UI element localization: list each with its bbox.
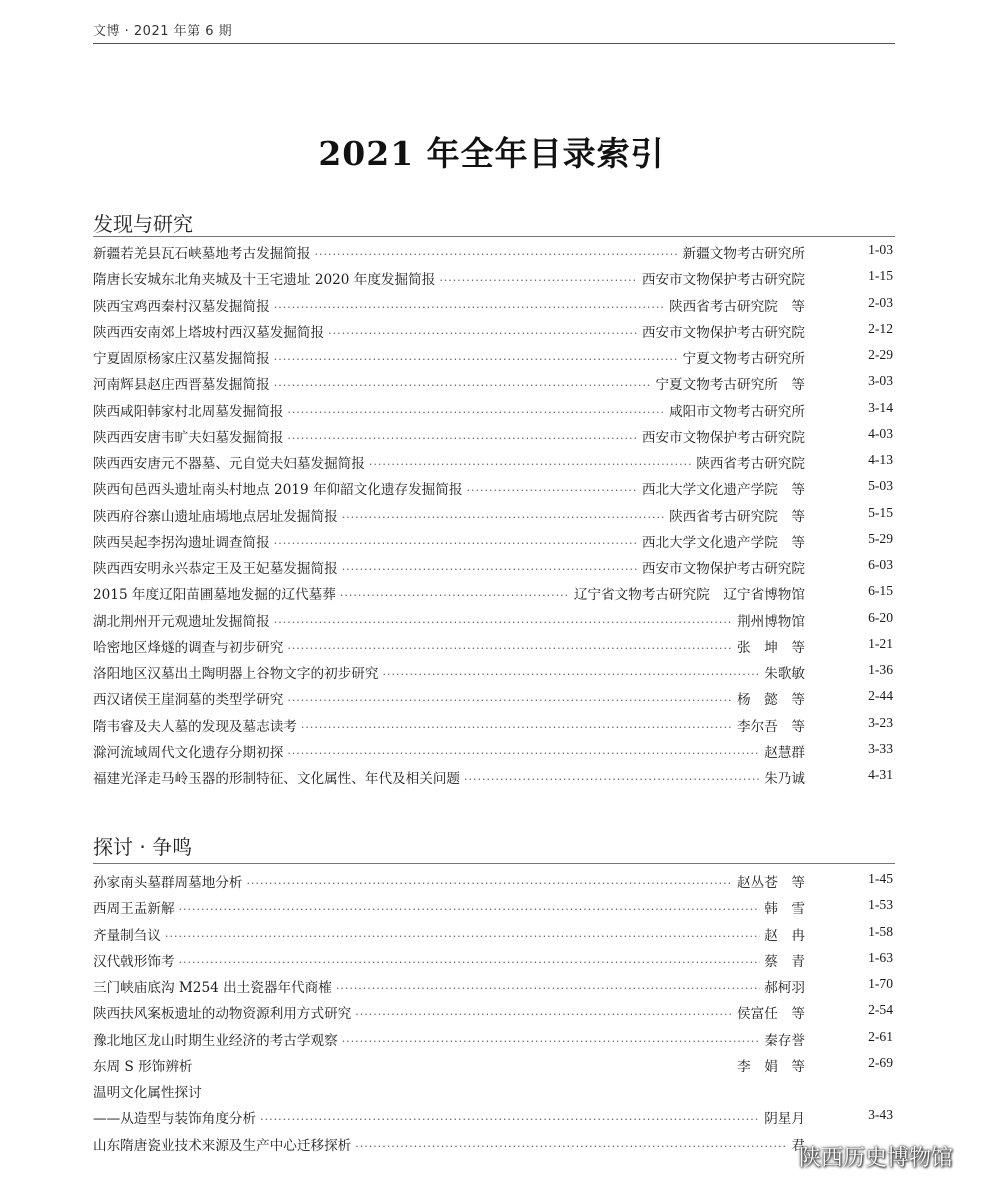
dot-leader <box>287 432 638 445</box>
entry-page: 3-33 <box>868 740 893 756</box>
entry-page: 3-03 <box>868 373 893 389</box>
entry-page: 6-15 <box>868 583 893 599</box>
entry-title: 汉代戟形饰考 <box>93 953 175 970</box>
entry-author: 西安市文物保护考古研究院 <box>641 324 805 341</box>
entry-page: 6-03 <box>868 557 893 572</box>
section-heading-discovery: 发现与研究 <box>93 212 193 236</box>
dot-leader <box>301 721 733 734</box>
entry-author: 西安市文物保护考古研究院 <box>641 272 805 289</box>
toc-entry <box>93 399 893 426</box>
dot-leader <box>274 353 679 366</box>
entry-title: 陕西西安南郊上塔坡村西汉墓发掘简报 <box>93 324 325 341</box>
entry-title: 陕西吴起李拐沟遗址调查简报 <box>93 534 270 551</box>
toc-entry <box>93 740 893 767</box>
toc-entry <box>93 1107 893 1133</box>
entry-page: 4-31 <box>868 767 893 782</box>
entry-title: 哈密地区烽燧的调查与初步研究 <box>93 639 284 656</box>
entry-author: 杨 懿 等 <box>737 692 805 709</box>
dot-leader <box>342 1035 761 1048</box>
entry-page: 1-21 <box>868 635 893 651</box>
entry-author: 郝柯羽 <box>764 980 805 996</box>
header-rule <box>93 43 895 44</box>
entry-page: 2-03 <box>868 294 893 310</box>
entry-author: 君 <box>791 1137 805 1154</box>
toc-entry <box>93 714 893 741</box>
toc-entry <box>93 1054 893 1081</box>
toc-entry <box>93 949 893 976</box>
dot-leader <box>179 903 761 916</box>
wechat-icon <box>771 1148 793 1166</box>
entry-page: 2-54 <box>868 1002 893 1018</box>
toc-entry <box>93 557 893 583</box>
entry-page: 3-43 <box>868 1107 893 1123</box>
toc-entry <box>93 688 893 714</box>
toc-entry <box>93 662 893 688</box>
entry-author: 韩 雪 <box>764 901 805 918</box>
entry-page: 6-20 <box>868 609 893 625</box>
entry-title: 陕西府谷寨山遗址庙墕地点居址发掘简报 <box>93 508 338 525</box>
entry-title: 齐量制刍议 <box>93 927 161 944</box>
entry-author: 西安市文物保护考古研究院 <box>641 429 805 446</box>
entry-author: 赵慧群 <box>764 744 805 761</box>
entry-title: 陕西西安唐韦旷夫妇墓发掘简报 <box>93 429 284 446</box>
dot-leader <box>287 694 733 707</box>
entry-title: 隋韦睿及夫人墓的发现及墓志读考 <box>93 718 297 735</box>
dot-leader <box>260 1113 760 1126</box>
toc-entry <box>93 504 893 531</box>
entry-title: 陕西西安唐元不器墓、元自觉夫妇墓发掘简报 <box>93 456 365 472</box>
entry-page: 1-45 <box>868 871 893 886</box>
entry-page: 5-29 <box>868 530 893 546</box>
dot-leader <box>274 301 665 314</box>
entry-title: 东周 S 形饰辨析 <box>93 1058 193 1075</box>
dot-leader <box>382 668 760 681</box>
entry-author: 陕西省考古研究院 <box>696 456 805 472</box>
entry-author: 侯富任 等 <box>737 1006 805 1023</box>
toc-entry <box>93 425 893 452</box>
entry-title: 陕西西安明永兴恭定王及王妃墓发掘简报 <box>93 561 338 577</box>
dot-leader <box>179 956 761 969</box>
entry-title: ——从造型与装饰角度分析 <box>93 1111 257 1128</box>
entry-author: 朱歌敏 <box>764 666 805 682</box>
toc-entry <box>93 635 893 662</box>
entry-page: 3-23 <box>868 714 893 730</box>
toc-entry <box>93 320 893 347</box>
watermark-text: 陕西历史博物馆 <box>798 1146 953 1171</box>
dot-leader <box>328 327 638 340</box>
toc-entry <box>93 871 893 897</box>
entry-page: 1-36 <box>868 662 893 677</box>
section-heading-discussion: 探讨 · 争鸣 <box>93 835 193 859</box>
dot-leader <box>287 406 665 419</box>
entry-title: 陕西咸阳韩家村北周墓发掘简报 <box>93 403 284 420</box>
toc-entry <box>93 347 893 373</box>
toc-entry <box>93 897 893 923</box>
toc-entry <box>93 242 893 268</box>
entry-page: 4-03 <box>868 425 893 441</box>
entry-author: 朱乃诚 <box>764 771 805 787</box>
toc-entry <box>93 767 893 793</box>
entry-author: 陕西省考古研究院 等 <box>669 298 805 315</box>
toc-entry <box>93 294 893 321</box>
toc-entry <box>93 609 893 636</box>
dot-leader <box>355 1008 733 1021</box>
entry-title: 新疆若羌县瓦石峡墓地考古发掘简报 <box>93 246 311 262</box>
entry-title: 滁河流域周代文化遗存分期初探 <box>93 744 284 761</box>
entry-author: 宁夏文物考古研究所 <box>682 351 805 367</box>
toc-entry <box>93 373 893 399</box>
entry-page: 2-29 <box>868 347 893 362</box>
section-rule <box>93 863 895 864</box>
dot-leader <box>340 589 570 602</box>
dot-leader <box>315 248 679 261</box>
entry-page: 1-03 <box>868 242 893 257</box>
entry-title: 2015 年度辽阳苗圃墓地发掘的辽代墓葬 <box>93 587 336 604</box>
entry-author: 西北大学文化遗产学院 等 <box>641 534 805 551</box>
dot-leader <box>274 379 652 392</box>
entry-title: 西周王盂新解 <box>93 901 175 918</box>
entry-author: 荆州博物馆 <box>737 613 805 630</box>
entry-title: 山东隋唐瓷业技术来源及生产中心迁移探析 <box>93 1137 352 1154</box>
entry-page: 4-13 <box>868 452 893 467</box>
entry-author: 宁夏文物考古研究所 等 <box>655 377 805 394</box>
entry-author: 李 娟 等 <box>737 1058 805 1075</box>
toc-entry <box>93 923 893 950</box>
dot-leader <box>342 563 638 576</box>
entry-title: 陕西旬邑西头遗址南头村地点 2019 年仰韶文化遗存发掘简报 <box>93 482 463 499</box>
entry-author: 蔡 青 <box>764 953 805 970</box>
watermark <box>771 1141 953 1172</box>
toc-entry <box>93 583 893 609</box>
entry-title: 隋唐长安城东北角夹城及十王宅遗址 2020 年度发掘简报 <box>93 272 436 289</box>
running-header: 文博 · 2021 年第 6 期 <box>93 24 233 39</box>
toc-entry <box>93 976 893 1002</box>
entry-title: 陕西扶风案板遗址的动物资源利用方式研究 <box>93 1006 352 1023</box>
entry-title: 陕西宝鸡西秦村汉墓发掘简报 <box>93 298 270 315</box>
entry-author: 西安市文物保护考古研究院 <box>641 561 805 577</box>
entry-page: 5-03 <box>868 478 893 494</box>
entry-title: 洛阳地区汉墓出土陶明器上谷物文字的初步研究 <box>93 666 379 682</box>
entry-author: 新疆文物考古研究所 <box>682 246 805 262</box>
dot-leader <box>336 982 760 995</box>
entry-page: 1-63 <box>868 949 893 965</box>
toc-entry <box>93 1081 805 1107</box>
entry-page: 1-15 <box>868 268 893 284</box>
section-rule <box>93 236 895 237</box>
entry-author: 辽宁省文物考古研究院 辽宁省博物馆 <box>573 587 805 604</box>
entry-title: 福建光泽走马岭玉器的形制特征、文化属性、年代及相关问题 <box>93 771 461 787</box>
toc-entry <box>93 1028 893 1055</box>
toc-entry <box>93 1002 893 1028</box>
entry-page: 2-61 <box>868 1028 893 1044</box>
toc-entry <box>93 1134 805 1160</box>
entry-title: 豫北地区龙山时期生业经济的考古学观察 <box>93 1032 338 1049</box>
entry-list-discussion <box>93 871 893 1160</box>
toc-entry <box>93 530 893 557</box>
entry-author: 张 坤 等 <box>737 639 805 656</box>
entry-author: 西北大学文化遗产学院 等 <box>641 482 805 499</box>
dot-leader <box>464 773 760 786</box>
toc-entry <box>93 452 893 478</box>
toc-entry <box>93 268 893 294</box>
entry-page: 2-69 <box>868 1054 893 1070</box>
entry-author: 李尔吾 等 <box>737 718 805 735</box>
entry-author: 陕西省考古研究院 等 <box>669 508 805 525</box>
dot-leader <box>274 537 638 550</box>
entry-author: 咸阳市文物考古研究所 <box>669 403 805 420</box>
entry-title: 三门峡庙底沟 M254 出土瓷器年代商榷 <box>93 980 332 996</box>
entry-author: 赵丛苍 等 <box>737 875 805 891</box>
entry-page: 1-58 <box>868 923 893 939</box>
entry-title: 宁夏固原杨家庄汉墓发掘简报 <box>93 351 270 367</box>
dot-leader <box>467 484 638 497</box>
entry-page: 1-53 <box>868 897 893 913</box>
entry-author: 赵 冉 <box>764 927 805 944</box>
dot-leader <box>274 616 733 629</box>
toc-entry <box>93 478 893 504</box>
dot-leader <box>165 930 760 943</box>
entry-author: 秦存誉 <box>764 1032 805 1049</box>
dot-leader <box>342 511 665 524</box>
entry-title: 温明文化属性探讨 <box>93 1085 202 1101</box>
entry-page: 2-44 <box>868 688 893 704</box>
page-title: 2021 年全年目录索引 <box>318 134 665 173</box>
dot-leader <box>287 747 760 760</box>
dot-leader <box>247 877 734 890</box>
entry-title: 孙家南头墓群周墓地分析 <box>93 875 243 891</box>
entry-title: 湖北荆州开元观遗址发掘简报 <box>93 613 270 630</box>
entry-author: 阴星月 <box>764 1111 805 1128</box>
entry-page: 2-12 <box>868 320 893 336</box>
dot-leader <box>369 458 692 471</box>
entry-title: 西汉诸侯王崖洞墓的类型学研究 <box>93 692 284 709</box>
dot-leader <box>355 1140 787 1153</box>
entry-page: 1-70 <box>868 976 893 991</box>
dot-leader <box>287 642 733 655</box>
dot-leader <box>439 274 638 287</box>
entry-page: 5-15 <box>868 504 893 520</box>
entry-list-discovery <box>93 242 893 793</box>
entry-title: 河南辉县赵庄西晋墓发掘简报 <box>93 377 270 394</box>
entry-page: 3-14 <box>868 399 893 415</box>
